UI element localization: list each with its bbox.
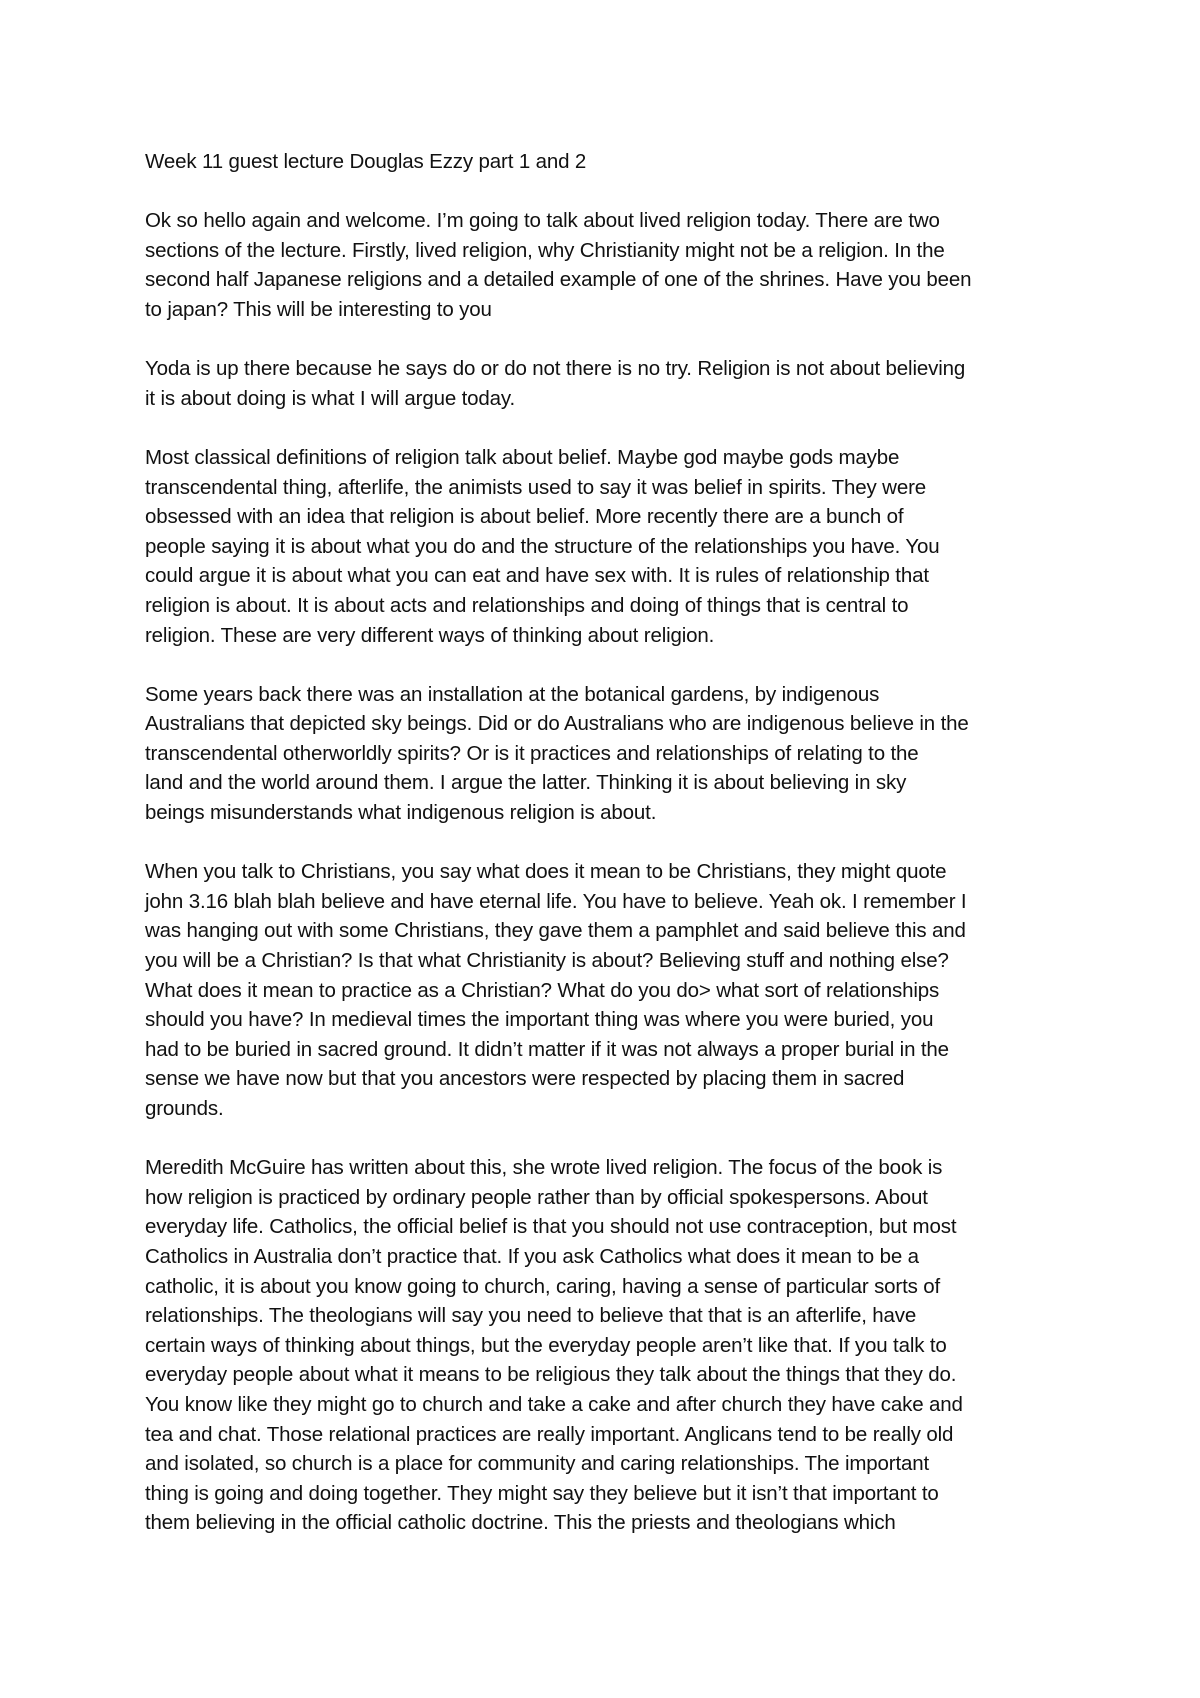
paragraph-line: was hanging out with some Christians, they gave them a pamphlet and said believe this and bbox=[145, 919, 966, 943]
paragraph-line: people saying it is about what you do and the structure of the relationships you have. You bbox=[145, 534, 940, 558]
paragraph-line: Australians that depicted sky beings. Did or do Australians who are indigenous believe in the bbox=[145, 712, 969, 736]
paragraph-line: Catholics in Australia don’t practice that. If you ask Catholics what does it mean to be a bbox=[145, 1244, 919, 1268]
paragraph-line: you will be a Christian? Is that what Christianity is about? Believing stuff and nothing else? bbox=[145, 949, 949, 973]
paragraph-line: second half Japanese religions and a detailed example of one of the shrines. Have you been bbox=[145, 268, 972, 292]
document-title: Week 11 guest lecture Douglas Ezzy part 1 and 2 bbox=[145, 150, 587, 173]
paragraph-line: everyday people about what it means to be religious they talk about the things that they do. bbox=[145, 1363, 957, 1387]
paragraph-line: john 3.16 blah blah believe and have eternal life. You have to believe. Yeah ok. I remember I bbox=[145, 889, 967, 913]
paragraph-line: thing is going and doing together. They might say they believe but it isn’t that important to bbox=[145, 1481, 939, 1505]
paragraph-line: and isolated, so church is a place for community and caring relationships. The important bbox=[145, 1452, 930, 1476]
paragraph-line: Meredith McGuire has written about this, she wrote lived religion. The focus of the book is bbox=[145, 1156, 943, 1180]
document-body bbox=[145, 147, 1065, 1568]
paragraph-line: land and the world around them. I argue the latter. Thinking it is about believing in sky bbox=[145, 771, 907, 795]
paragraph bbox=[145, 680, 1065, 828]
paragraph-line: had to be buried in sacred ground. It didn’t matter if it was not always a proper burial in the bbox=[145, 1037, 949, 1061]
paragraph-line: You know like they might go to church and take a cake and after church they have cake and bbox=[145, 1392, 963, 1416]
paragraph-line: obsessed with an idea that religion is about belief. More recently there are a bunch of bbox=[145, 505, 904, 529]
paragraph-line: When you talk to Christians, you say what does it mean to be Christians, they might quote bbox=[145, 860, 947, 884]
paragraph-line: Some years back there was an installation at the botanical gardens, by indigenous bbox=[145, 682, 880, 706]
paragraph-line: catholic, it is about you know going to church, caring, having a sense of particular sorts of bbox=[145, 1274, 941, 1298]
paragraph-line: certain ways of thinking about things, but the everyday people aren’t like that. If you talk to bbox=[145, 1333, 947, 1357]
paragraph-line: grounds. bbox=[145, 1097, 224, 1120]
paragraph-line: religion is about. It is about acts and relationships and doing of things that is central to bbox=[145, 593, 909, 617]
paragraph-line: beings misunderstands what indigenous religion is about. bbox=[145, 801, 657, 825]
paragraph-line: What does it mean to practice as a Christian? What do you do> what sort of relationships bbox=[145, 978, 940, 1002]
paragraph-line: should you have? In medieval times the important thing was where you were buried, you bbox=[145, 1008, 934, 1032]
paragraph-line: it is about doing is what I will argue today. bbox=[145, 386, 516, 410]
paragraph-line: to japan? This will be interesting to you bbox=[145, 297, 492, 321]
paragraph-line: everyday life. Catholics, the official belief is that you should not use contraception, but most bbox=[145, 1215, 957, 1239]
paragraph-line: Ok so hello again and welcome. I’m going to talk about lived religion today. There are two bbox=[145, 209, 940, 233]
paragraph-line: transcendental otherworldly spirits? Or is it practices and relationships of relating to the bbox=[145, 741, 919, 765]
paragraph-line: them believing in the official catholic doctrine. This the priests and theologians which bbox=[145, 1511, 896, 1535]
paragraph-line: transcendental thing, afterlife, the animists used to say it was belief in spirits. They were bbox=[145, 475, 927, 499]
paragraph-line: relationships. The theologians will say you need to believe that that is an afterlife, have bbox=[145, 1304, 917, 1328]
paragraph bbox=[145, 354, 1065, 413]
paragraph-line: tea and chat. Those relational practices are really important. Anglicans tend to be really old bbox=[145, 1422, 954, 1446]
paragraph-line: Most classical definitions of religion talk about belief. Maybe god maybe gods maybe bbox=[145, 445, 900, 469]
paragraph-line: sections of the lecture. Firstly, lived religion, why Christianity might not be a religion. In the bbox=[145, 238, 945, 262]
paragraph-line: religion. These are very different ways of thinking about religion. bbox=[145, 623, 715, 647]
paragraph bbox=[145, 443, 1065, 650]
paragraph-line: Yoda is up there because he says do or do not there is no try. Religion is not about believing bbox=[145, 357, 966, 381]
paragraph bbox=[145, 1153, 1065, 1538]
paragraph bbox=[145, 206, 1065, 324]
paragraph-line: sense we have now but that you ancestors were respected by placing them in sacred bbox=[145, 1067, 905, 1091]
paragraph-line: how religion is practiced by ordinary people rather than by official spokespersons. About bbox=[145, 1185, 928, 1209]
paragraph-line: could argue it is about what you can eat and have sex with. It is rules of relationship that bbox=[145, 564, 929, 588]
paragraphs-container bbox=[145, 206, 1065, 1538]
paragraph bbox=[145, 857, 1065, 1123]
